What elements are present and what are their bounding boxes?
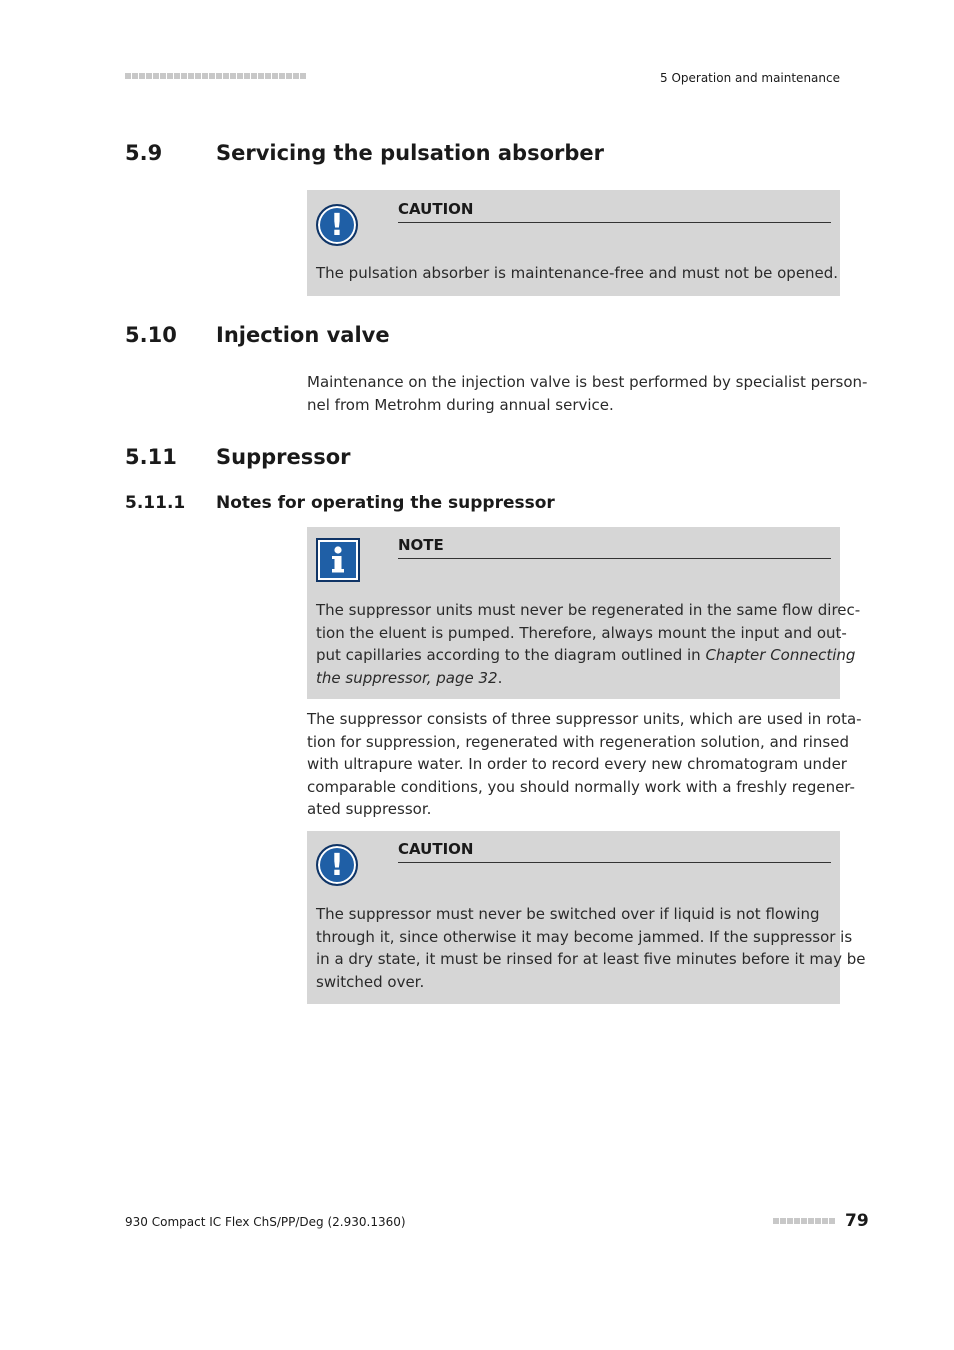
text-line: The suppressor units must never be regenerated in the same flow direc- bbox=[316, 601, 861, 619]
text-line: with ultrapure water. In order to record every new chromatogram under bbox=[307, 755, 847, 773]
caution-text bbox=[316, 903, 866, 993]
exclamation-circle-icon: ! bbox=[316, 844, 358, 886]
section-title: Servicing the pulsation absorber bbox=[216, 141, 604, 165]
text-line: in a dry state, it must be rinsed for at least five minutes before it may be bbox=[316, 950, 866, 968]
chapter-link[interactable]: the suppressor, page 32 bbox=[316, 668, 498, 687]
text-line: comparable conditions, you should normally work with a freshly regener- bbox=[307, 777, 855, 796]
note-label: NOTE bbox=[398, 536, 444, 554]
section-heading-5-11 bbox=[125, 445, 845, 475]
caution-box bbox=[307, 831, 866, 1004]
subsection-heading-5-11-1 bbox=[125, 493, 845, 517]
section-number: 5.9 bbox=[125, 141, 163, 165]
section-heading-5-9 bbox=[125, 141, 845, 171]
caution-label: CAUTION bbox=[398, 200, 474, 218]
footer-product: 930 Compact IC Flex ChS/PP/Deg (2.930.1360) bbox=[125, 1215, 406, 1229]
text-line bbox=[316, 667, 836, 690]
footer-decoration bbox=[773, 1218, 835, 1224]
exclamation-circle-icon: ! bbox=[316, 204, 358, 246]
section-number: 5.11 bbox=[125, 445, 177, 469]
text-span: . bbox=[497, 668, 503, 687]
caution-box bbox=[307, 190, 840, 296]
section-title: Suppressor bbox=[216, 445, 351, 469]
header-chapter: 5 Operation and maintenance bbox=[660, 71, 840, 85]
text-line: tion for suppression, regenerated with regeneration solution, and rinsed bbox=[307, 732, 849, 751]
subsection-number: 5.11.1 bbox=[125, 493, 186, 513]
text-line: nel from Metrohm during annual service. bbox=[307, 395, 614, 414]
divider bbox=[398, 862, 831, 863]
text-line bbox=[316, 644, 856, 667]
paragraph-suppressor bbox=[307, 708, 862, 821]
subsection-title: Notes for operating the suppressor bbox=[216, 493, 555, 513]
text-line: tion the eluent is pumped. Therefore, always mount the input and out- bbox=[316, 623, 847, 642]
text-line: switched over. bbox=[316, 972, 425, 991]
divider bbox=[398, 222, 831, 223]
section-number: 5.10 bbox=[125, 323, 177, 347]
header-decoration bbox=[125, 73, 306, 79]
caution-text: The pulsation absorber is maintenance-free and must not be opened. bbox=[316, 264, 839, 282]
note-text bbox=[316, 599, 861, 689]
text-line: Maintenance on the injection valve is best performed by specialist person- bbox=[307, 373, 868, 391]
divider bbox=[398, 558, 831, 559]
caution-label: CAUTION bbox=[398, 840, 474, 858]
info-square-icon bbox=[316, 538, 360, 582]
paragraph-injection-valve bbox=[307, 371, 868, 416]
section-title: Injection valve bbox=[216, 323, 390, 347]
page-number: 79 bbox=[845, 1211, 869, 1231]
text-line: The suppressor must never be switched over if liquid is not flowing bbox=[316, 905, 820, 923]
chapter-link[interactable]: Chapter Connecting bbox=[705, 646, 856, 664]
text-line: The suppressor consists of three suppressor units, which are used in rota- bbox=[307, 710, 862, 728]
text-span: put capillaries according to the diagram outlined in bbox=[316, 646, 706, 664]
text-line: ated suppressor. bbox=[307, 800, 432, 818]
section-heading-5-10 bbox=[125, 323, 845, 353]
text-line: through it, since otherwise it may become jammed. If the suppressor is bbox=[316, 927, 853, 946]
note-box bbox=[307, 527, 861, 699]
